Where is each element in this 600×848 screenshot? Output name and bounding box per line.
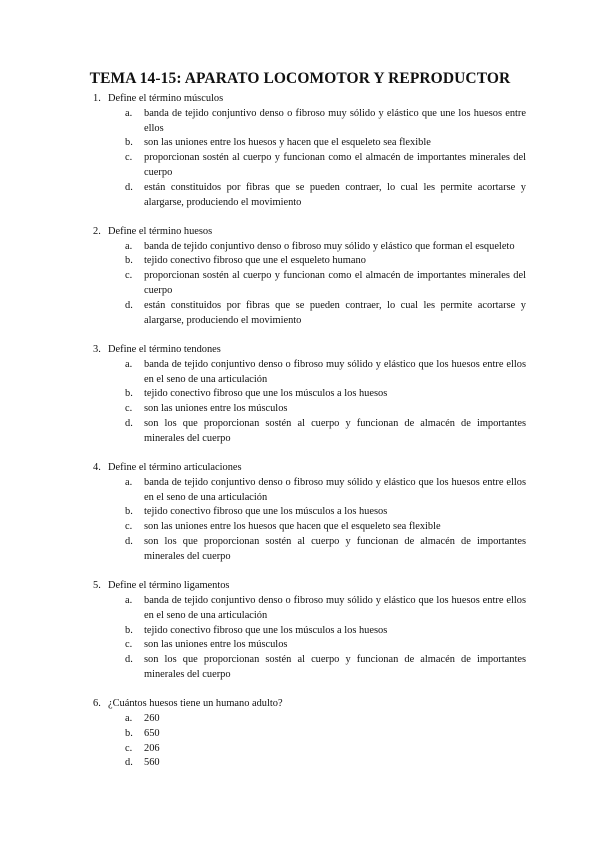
option-text: banda de tejido conjuntivo denso o fibroso muy sólido y elástico que forman el esqueleto [144,240,515,252]
question-number: 2. [93,225,101,237]
question-label: Define el término tendones [108,343,221,355]
question-label: ¿Cuántos huesos tiene un humano adulto? [108,698,283,710]
option-text: son las uniones entre los músculos [144,403,288,415]
option-letter: a. [125,712,133,724]
option-text: banda de tejido conjuntivo denso o fibroso muy sólido y elástico que los huesos entre ellos en el seno de una articulación [144,358,526,385]
option-letter: a. [125,107,133,119]
answer-option [0,594,526,624]
answer-option [0,181,526,211]
option-text: son los que proporcionan sostén al cuerpo y funcionan de almacén de importantes minerales del cuerpo [144,536,526,562]
question-4 [0,461,600,565]
option-letter: b. [125,137,133,149]
option-letter: c. [125,521,133,533]
question-label: Define el término articulaciones [108,462,242,474]
question-number: 6. [93,698,101,710]
option-text: banda de tejido conjuntivo denso o fibroso muy sólido y elástico que une los huesos entre ellos [144,107,526,134]
option-text: son los que proporcionan sostén al cuerpo y funcionan de almacén de importantes minerales del cuerpo [144,417,526,444]
question-number: 3. [93,343,101,355]
option-letter: d. [125,181,133,193]
answer-option [0,505,526,520]
answer-option [0,269,526,299]
question-number: 1. [93,93,101,104]
answer-option [0,476,526,506]
option-letter: d. [125,536,133,548]
option-letter: c. [125,403,133,415]
answer-option [0,520,526,535]
question-5 [0,579,600,683]
option-text: tejido conectivo fibroso que une los músculos a los huesos [144,506,388,518]
option-text: tejido conectivo fibroso que une el esqueleto humano [144,255,366,267]
answer-option [0,402,526,417]
question-2 [0,225,600,329]
option-letter: b. [125,624,133,636]
option-text: 650 [144,727,160,739]
option-text: tejido conectivo fibroso que une los músculos a los huesos [144,388,388,400]
question-number: 4. [93,462,101,474]
option-letter: b. [125,255,133,267]
option-text: son las uniones entre los huesos que hacen que el esqueleto sea flexible [144,521,441,533]
option-text: proporcionan sostén al cuerpo y funcionan como el almacén de importantes minerales del cuerpo [144,270,526,297]
option-text: banda de tejido conjuntivo denso o fibroso muy sólido y elástico que los huesos entre ellos en el seno de una articulación [144,476,526,503]
answer-option [0,240,526,255]
answer-option [0,624,526,639]
question-label: Define el término huesos [108,225,213,237]
answer-option [0,756,526,771]
option-letter: c. [125,639,133,651]
answer-option [0,136,526,151]
option-letter: c. [125,152,133,164]
option-letter: a. [125,240,133,252]
question-text [0,461,600,476]
answer-option [0,151,526,181]
answer-option [0,254,526,269]
answer-option [0,387,526,402]
answer-option [0,417,526,447]
option-letter: d. [125,654,133,666]
option-letter: d. [125,757,133,769]
option-letter: a. [125,594,133,606]
answer-option [0,727,526,742]
option-letter: d. [125,417,133,429]
question-1 [0,92,600,210]
question-3 [0,343,600,447]
question-number: 5. [93,580,101,592]
option-letter: a. [125,358,133,370]
question-label: Define el término ligamentos [108,580,230,592]
option-text: son los que proporcionan sostén al cuerpo y funcionan de almacén de importantes minerales del cuerpo [144,654,526,680]
option-text: proporcionan sostén al cuerpo y funcionan como el almacén de importantes minerales del cuerpo [144,152,526,178]
option-text: son las uniones entre los músculos [144,639,288,651]
option-text: banda de tejido conjuntivo denso o fibroso muy sólido y elástico que los huesos entre ellos en el seno de una articulación [144,594,526,621]
option-text: 206 [144,742,160,754]
option-text: 260 [144,712,160,724]
page-title: TEMA 14-15: APARATO LOCOMOTOR Y REPRODUCTOR [89,70,511,87]
option-letter: b. [125,727,133,739]
answer-option [0,107,526,137]
question-text [0,697,600,712]
answer-option [0,742,526,757]
question-text [0,225,600,240]
question-text [0,343,600,358]
option-letter: a. [125,476,133,488]
option-text: son las uniones entre los huesos y hacen que el esqueleto sea flexible [144,137,431,149]
answer-option [0,358,526,388]
question-list [0,92,600,786]
question-text [0,92,600,107]
option-letter: b. [125,506,133,518]
option-text: tejido conectivo fibroso que une los músculos a los huesos [144,624,388,636]
option-letter: c. [125,742,133,754]
answer-option [0,712,526,727]
option-text: están constituidos por fibras que se pueden contraer, lo cual les permite acortarse y alargarse, produciendo el movimiento [144,181,526,208]
option-letter: d. [125,299,133,311]
answer-option [0,535,526,565]
question-text [0,579,600,594]
question-6 [0,697,600,771]
answer-option [0,638,526,653]
answer-option [0,299,526,329]
option-letter: c. [125,270,133,282]
answer-option [0,653,526,683]
option-text: 560 [144,757,160,769]
question-label: Define el término músculos [108,93,224,104]
option-text: están constituidos por fibras que se pueden contraer, lo cual les permite acortarse y alargarse, produciendo el movimiento [144,299,526,326]
option-letter: b. [125,388,133,400]
